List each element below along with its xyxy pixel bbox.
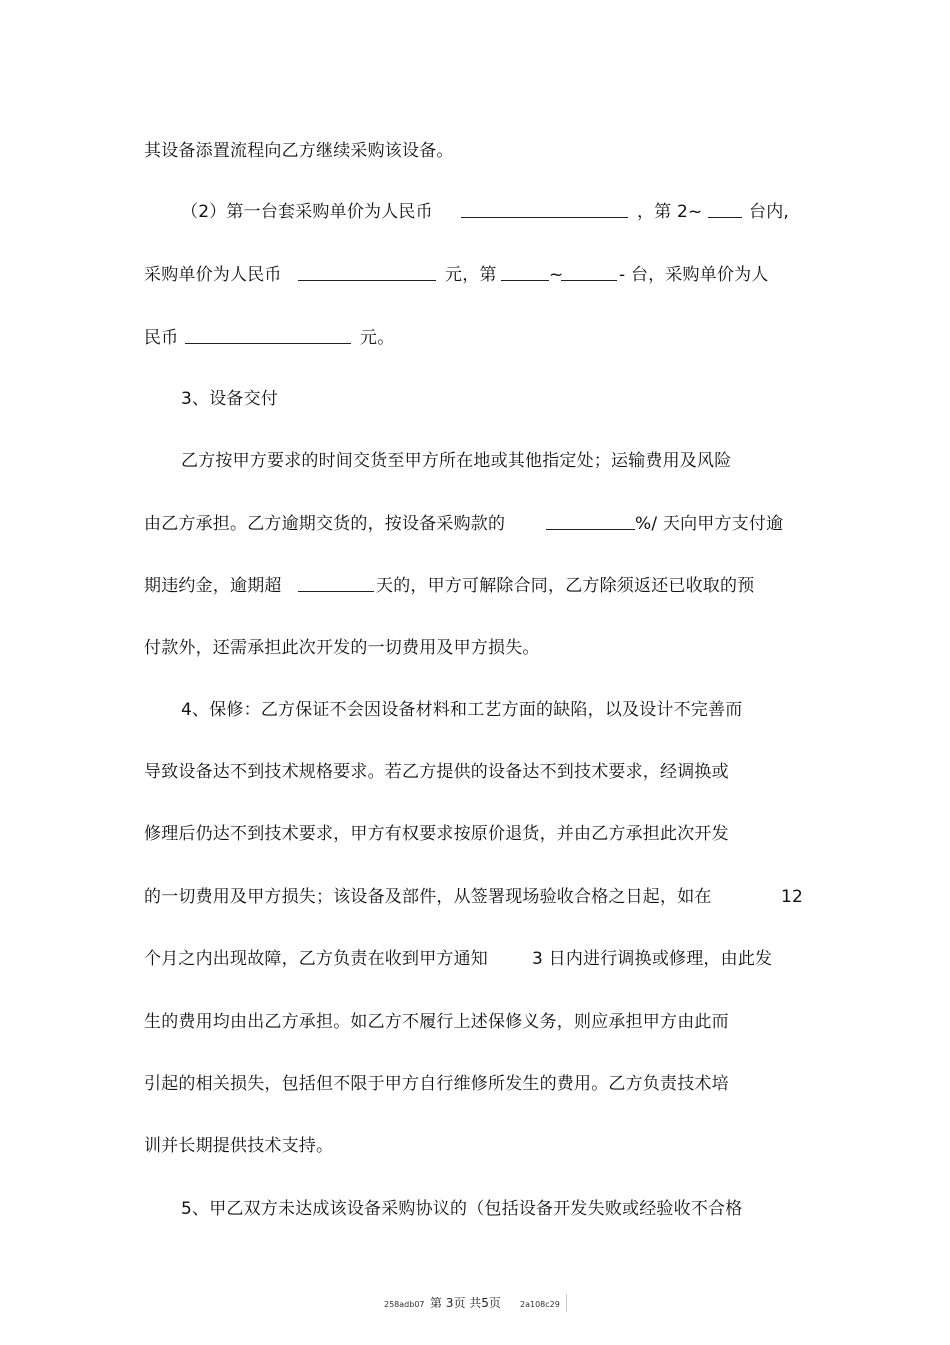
text-segment: ~ xyxy=(549,265,564,285)
text-segment: 元。 xyxy=(360,328,395,348)
text-segment: 的一切费用及甲方损失；该设备及部件，从签署现场验收合格之日起，如在 xyxy=(144,887,712,907)
text-segment: 引起的相关损失，包括但不限于甲方自行维修所发生的费用。乙方负责技术培 xyxy=(144,1074,729,1094)
text-segment: 3、设备交付 xyxy=(181,389,279,409)
text-segment: 4、保修：乙方保证不会因设备材料和工艺方面的缺陷，以及设计不完善而 xyxy=(181,700,743,720)
footer-divider xyxy=(566,1294,567,1312)
text-segment: 12 xyxy=(781,887,804,907)
text-segment: 期违约金，逾期超 xyxy=(144,576,282,596)
text-segment: 生的费用均由出乙方承担。如乙方不履行上述保修义务，则应承担甲方由此而 xyxy=(144,1012,729,1032)
fill-blank xyxy=(185,324,351,344)
page-footer xyxy=(0,1294,950,1312)
text-segment: - 台，采购单价为人 xyxy=(619,265,769,285)
fill-blank xyxy=(461,198,628,218)
text-segment: 5、甲乙双方未达成该设备采购协议的（包括设备开发失败或经验收不合格 xyxy=(181,1199,743,1219)
text-segment: ，第 2~ xyxy=(637,202,703,222)
fill-blank xyxy=(561,261,617,281)
fill-blank xyxy=(298,261,436,281)
footer-left-code: 258adb07 xyxy=(384,1300,425,1309)
page-number: 第 3页 共5页 xyxy=(430,1296,501,1310)
text-segment: 采购单价为人民币 xyxy=(144,265,282,285)
footer-right-code: 2a108c29 xyxy=(520,1300,560,1309)
text-segment: 其设备添置流程向乙方继续采购该设备。 xyxy=(144,141,454,161)
text-segment: 个月之内出现故障，乙方负责在收到甲方通知 xyxy=(144,949,488,969)
text-segment: 由乙方承担。乙方逾期交货的，按设备采购款的 xyxy=(144,514,506,534)
text-segment: %/ 天向甲方支付逾 xyxy=(635,514,784,534)
text-segment: 导致设备达不到技术规格要求。若乙方提供的设备达不到技术要求，经调换或 xyxy=(144,762,729,782)
text-segment: 元，第 xyxy=(445,265,497,285)
text-segment: 付款外，还需承担此次开发的一切费用及甲方损失。 xyxy=(144,638,540,658)
text-segment: （2）第一台套采购单价为人民币 xyxy=(181,202,433,222)
text-segment: 乙方按甲方要求的时间交货至甲方所在地或其他指定处；运输费用及风险 xyxy=(181,451,732,471)
text-segment: 训并长期提供技术支持。 xyxy=(144,1136,334,1156)
text-segment: 民币 xyxy=(144,328,179,348)
text-segment: 3 日内进行调换或修理，由此发 xyxy=(532,949,773,969)
text-segment: 天的，甲方可解除合同，乙方除须返还已收取的预 xyxy=(376,576,755,596)
fill-blank xyxy=(298,572,374,592)
text-segment: 修理后仍达不到技术要求，甲方有权要求按原价退货，并由乙方承担此次开发 xyxy=(144,824,729,844)
fill-blank xyxy=(546,510,635,530)
text-segment: 台内, xyxy=(749,202,790,222)
fill-blank xyxy=(708,198,742,218)
fill-blank xyxy=(501,261,549,281)
